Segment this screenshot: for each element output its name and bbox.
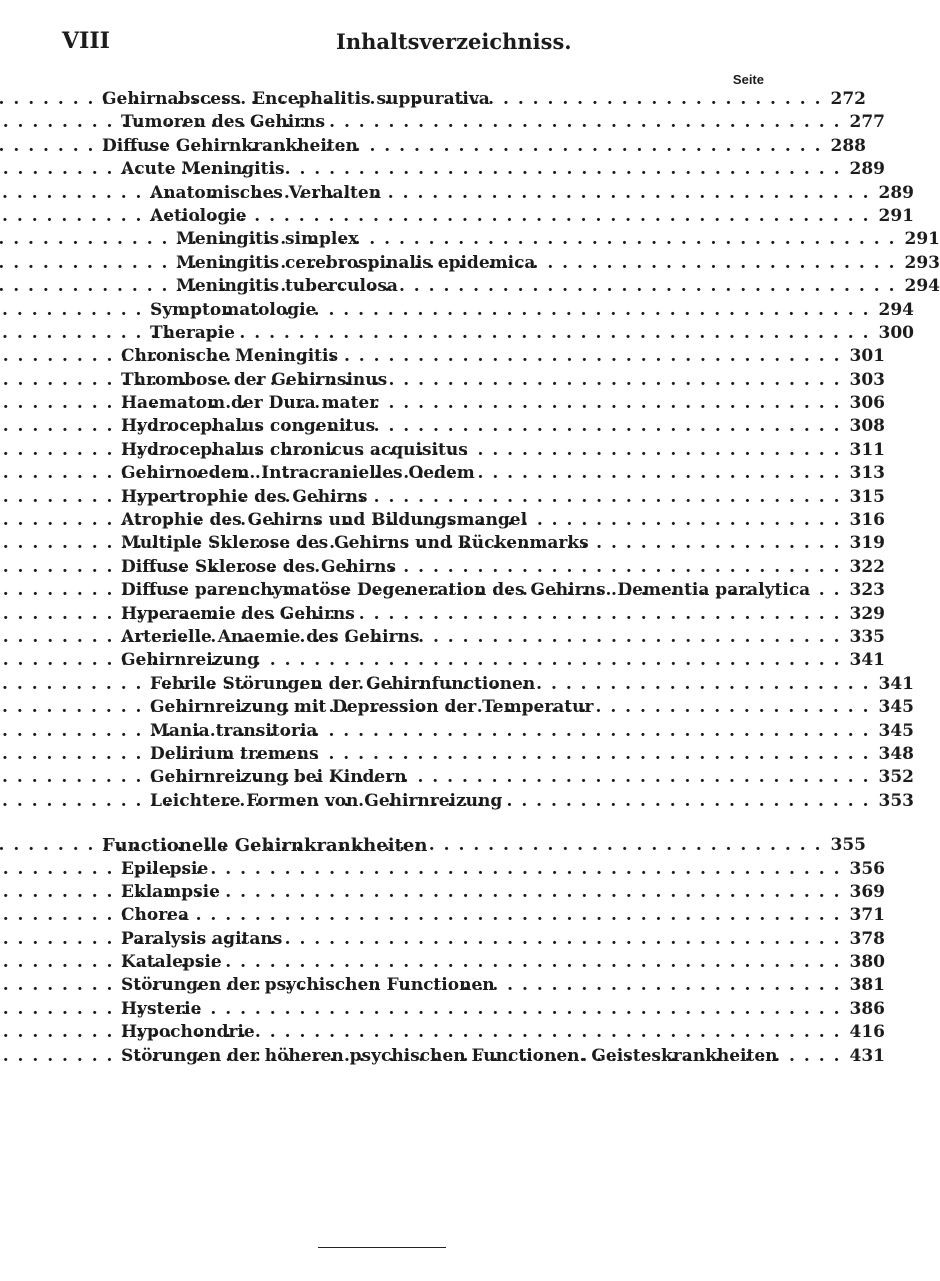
toc-entry-page: 371	[849, 905, 885, 926]
running-title: Inhaltsverzeichniss.	[336, 29, 572, 54]
toc-entry-page: 378	[849, 928, 885, 949]
toc-entry	[0, 904, 885, 927]
dot-leader	[288, 928, 841, 951]
dot-leader	[384, 392, 841, 415]
toc-entry-page: 294	[904, 276, 940, 297]
dot-leader	[413, 766, 870, 789]
dot-leader	[228, 951, 841, 974]
toc-entry-page: 313	[849, 463, 885, 484]
toc-entry-title: Aetiologie	[150, 205, 247, 226]
toc-entry	[0, 766, 914, 789]
dot-leader	[253, 205, 870, 228]
toc-entry-page: 345	[878, 697, 914, 718]
toc-entry-page: 380	[849, 952, 885, 973]
toc-entry-page: 291	[878, 205, 914, 226]
dot-leader	[541, 252, 896, 275]
toc-entry-title: Febrile Störungen der Gehirnfunctionen	[150, 673, 536, 694]
toc-entry-title: Gehirnreizung	[121, 650, 259, 671]
toc-entry	[0, 392, 885, 415]
toc-entry-title: Mania transitoria	[150, 720, 318, 741]
toc-entry-page: 341	[849, 650, 885, 671]
dot-leader	[474, 439, 841, 462]
toc-entry-title: Chronische Meningitis	[121, 346, 339, 367]
dot-leader	[331, 111, 841, 134]
dot-leader	[426, 626, 842, 649]
footer-rule	[318, 1247, 446, 1248]
toc-entry-page: 416	[849, 1022, 885, 1043]
dot-leader	[433, 834, 822, 857]
dot-leader	[501, 974, 841, 997]
toc-entry-page: 308	[849, 416, 885, 437]
toc-entry-title: Meningitis cerebrospinalis epidemica	[176, 252, 536, 273]
toc-entry-title: Therapie	[150, 322, 235, 343]
dot-leader	[595, 532, 841, 555]
dot-leader	[323, 720, 870, 743]
toc-entry-title: Meningitis simplex	[176, 229, 359, 250]
toc-entry-page: 319	[849, 533, 885, 554]
toc-entry-page: 356	[849, 858, 885, 879]
dot-leader	[404, 275, 896, 298]
page-number: VIII	[62, 28, 110, 54]
dot-leader	[381, 415, 841, 438]
dot-leader	[322, 299, 870, 322]
toc-entry	[0, 88, 866, 111]
toc-entry-page: 289	[878, 182, 914, 203]
toc-entry-title: Katalepsie	[121, 952, 222, 973]
toc-entry	[0, 790, 914, 813]
toc-entry	[0, 532, 885, 555]
toc-entry-title: Delirium tremens	[150, 743, 319, 764]
toc-entry-title: Multiple Sklerose des Gehirns und Rückenmarks	[121, 533, 589, 554]
toc-entry	[0, 1045, 885, 1068]
dot-leader	[496, 88, 822, 111]
toc-entry-title: Gehirnoedem. Intracranielles Oedem	[121, 463, 475, 484]
toc-entry	[0, 345, 885, 368]
toc-entry	[0, 998, 885, 1021]
toc-entry-page: 289	[849, 159, 885, 180]
toc-entry-page: 293	[904, 252, 940, 273]
toc-entry	[0, 603, 885, 626]
dot-leader	[214, 858, 841, 881]
dot-leader	[599, 696, 870, 719]
dot-leader	[344, 345, 841, 368]
toc-entry	[0, 252, 940, 275]
dot-leader	[261, 1021, 841, 1044]
dot-leader	[325, 743, 870, 766]
toc-entry-title: Tumoren des Gehirns	[121, 112, 326, 133]
toc-entry-title: Gehirnreizung mit Depression der Temperatur	[150, 697, 594, 718]
toc-entry-title: Gehirnabscess. Encephalitis suppurativa	[102, 89, 490, 109]
toc-entry	[0, 369, 885, 392]
toc-entry-title: Diffuse Gehirnkrankheiten	[102, 135, 358, 156]
toc-entry	[0, 462, 885, 485]
toc-entry-title: Diffuse parenchymatöse Degeneration des Gehirns. Dementia paralytica	[121, 580, 811, 601]
toc-entry	[0, 579, 885, 602]
toc-entry-title: Hydrocephalus congenitus	[121, 416, 376, 437]
toc-entry	[0, 228, 940, 251]
toc-entry-page: 352	[878, 767, 914, 788]
toc-entry-title: Haematom der Dura mater	[121, 393, 379, 414]
dot-leader	[387, 182, 870, 205]
toc-entry	[0, 928, 885, 951]
toc-entry-title: Symptomatologie	[150, 299, 317, 320]
toc-entry-page: 300	[878, 322, 914, 343]
dot-leader	[364, 228, 896, 251]
toc-entry	[0, 322, 914, 345]
dot-leader	[241, 322, 870, 345]
toc-entry	[0, 974, 885, 997]
toc-entry-title: Epilepsie	[121, 858, 209, 879]
toc-entry-page: 353	[878, 790, 914, 811]
toc-entry-page: 291	[904, 229, 940, 250]
dot-leader	[508, 790, 870, 813]
toc-entry-title: Anatomisches Verhalten	[150, 182, 382, 203]
toc-entry-page: 277	[849, 112, 885, 133]
toc-entry-title: Störungen der psychischen Functionen	[121, 975, 495, 996]
toc-entry	[0, 486, 885, 509]
toc-entry-title: Gehirnreizung bei Kindern	[150, 767, 407, 788]
toc-entry-page: 303	[849, 369, 885, 390]
toc-entry-title: Chorea	[121, 905, 190, 926]
toc-entry-title: Hydrocephalus chronicus acquisitus	[121, 439, 468, 460]
toc-entry-page: 369	[849, 881, 885, 902]
toc-entry-page: 335	[849, 626, 885, 647]
dot-leader	[373, 486, 841, 509]
dot-leader	[291, 158, 841, 181]
toc-entry-title: Arterielle Anaemie des Gehirns	[121, 626, 420, 647]
dot-leader	[533, 509, 841, 532]
dot-leader	[481, 462, 841, 485]
dot-leader	[541, 673, 870, 696]
toc-entry	[0, 626, 885, 649]
dot-leader	[364, 135, 822, 158]
toc-entry	[0, 556, 885, 579]
toc-entry-title: Meningitis tuberculosa	[176, 276, 398, 297]
toc-entry-page: 381	[849, 975, 885, 996]
toc-entry-page: 272	[830, 89, 866, 109]
toc-entry-title: Atrophie des Gehirns und Bildungsmangel	[121, 510, 528, 531]
toc-entry	[0, 834, 866, 857]
toc-entry-title: Acute Meningitis	[121, 159, 285, 180]
toc-entry	[0, 111, 885, 134]
toc-entry-page: 301	[849, 346, 885, 367]
toc-entry	[0, 696, 914, 719]
toc-entry	[0, 182, 914, 205]
dot-leader	[784, 1045, 841, 1068]
section-gap	[0, 813, 800, 834]
toc-entry-page: 329	[849, 603, 885, 624]
toc-entry-page: 431	[849, 1045, 885, 1066]
toc-entry-page: 306	[849, 393, 885, 414]
dot-leader	[402, 556, 841, 579]
toc-entry-title: Thrombose der Gehirnsinus	[121, 369, 388, 390]
dot-leader	[265, 649, 841, 672]
toc-entry-page: 288	[830, 135, 866, 156]
toc-entry	[0, 743, 914, 766]
dot-leader	[226, 881, 841, 904]
dot-leader	[195, 904, 841, 927]
toc-entry	[0, 1021, 885, 1044]
toc-entry-page: 316	[849, 510, 885, 531]
toc-entry-page: 345	[878, 720, 914, 741]
dot-leader	[393, 369, 841, 392]
page-column-label: Seite	[732, 72, 764, 87]
toc-entry	[0, 158, 885, 181]
toc-entry	[0, 720, 914, 743]
dot-leader	[816, 579, 841, 602]
table-of-contents	[0, 88, 940, 1068]
toc-entry-page: 323	[849, 580, 885, 601]
toc-entry-title: Hyperaemie des Gehirns	[121, 603, 355, 624]
toc-entry	[0, 439, 885, 462]
running-header	[62, 28, 762, 62]
toc-entry	[0, 881, 885, 904]
toc-entry-page: 348	[878, 743, 914, 764]
toc-entry-title: Hysterie	[121, 998, 202, 1019]
toc-entry-page: 315	[849, 486, 885, 507]
toc-entry-title: Eklampsie	[121, 881, 220, 902]
toc-entry	[0, 415, 885, 438]
toc-entry-title: Paralysis agitans	[121, 928, 283, 949]
toc-entry-title: Diffuse Sklerose des Gehirns	[121, 556, 396, 577]
toc-entry	[0, 275, 940, 298]
toc-entry-page: 322	[849, 556, 885, 577]
toc-entry	[0, 299, 914, 322]
toc-entry	[0, 649, 885, 672]
toc-entry-title: Hypochondrie	[121, 1022, 255, 1043]
toc-entry-title: Leichtere Formen von Gehirnreizung	[150, 790, 503, 811]
toc-entry-page: 386	[849, 998, 885, 1019]
dot-leader	[361, 603, 841, 626]
toc-entry	[0, 951, 885, 974]
toc-entry	[0, 205, 914, 228]
toc-entry	[0, 509, 885, 532]
toc-entry-page: 355	[830, 835, 866, 856]
toc-entry	[0, 858, 885, 881]
toc-entry-page: 341	[878, 673, 914, 694]
toc-entry-title: Functionelle Gehirnkrankheiten	[102, 835, 428, 857]
toc-entry-page: 294	[878, 299, 914, 320]
toc-entry-title: Hypertrophie des Gehirns	[121, 486, 368, 507]
dot-leader	[207, 998, 841, 1021]
toc-entry-page: 311	[849, 439, 885, 460]
toc-entry	[0, 673, 914, 696]
toc-entry-title: Störungen der höheren psychischen Functionen. Geisteskrankheiten	[121, 1045, 778, 1066]
toc-entry	[0, 135, 866, 158]
